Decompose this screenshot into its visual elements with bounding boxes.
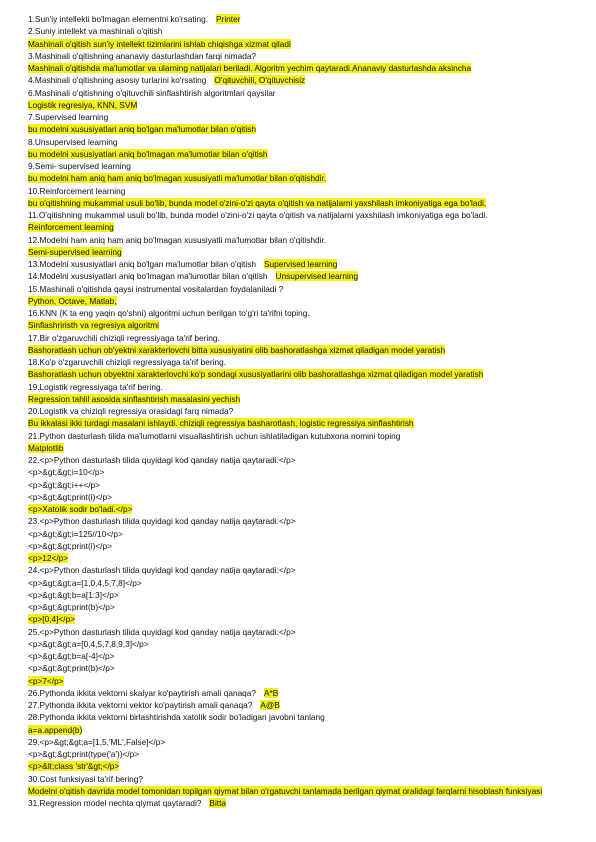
answer-line (28, 172, 576, 184)
question-line (28, 564, 576, 576)
line-text: <p>&gt;&gt;i=10</p> (28, 467, 105, 478)
question-line (28, 13, 576, 25)
question-line (28, 209, 576, 221)
line-text: 26.Pythonda ikkita vektorni skalyar ko'paytirish amali qanaqa? (28, 687, 257, 698)
answer-text: a=a.append(b) (28, 724, 83, 735)
line-text: 6.Mashinali o'qitishning o'qituvchili sinflashtirish algoritmlari qaysilar (28, 87, 276, 98)
line-text: 21.Python dasturlash tilida ma'lumotlarni visuallashtirish uchun ishlatiladigan kutubxona nomini toping (28, 430, 401, 441)
answer-line (28, 785, 576, 797)
question-line (28, 50, 576, 62)
answer-text: bu o'qitishning mukammal usuli bo'lib, bunda model o'zini-o'zi qayta o'qitish va natijalarni yaxshilash imkoniyatiga ega bo'ladi. (28, 197, 487, 208)
question-line (28, 687, 576, 699)
answer-text: Mashinali o'qitishda ma'lumotlar va ularning natijalari beriladi. Algoritm yechim qaytaradi.Ananaviy dasturlashda aksincha (28, 63, 472, 73)
answer-text: Python, Octave, Matlab, (28, 295, 117, 306)
question-line (28, 111, 576, 123)
answer-text: <p>&lt;class 'str'&gt;</p> (28, 761, 120, 772)
question-line (28, 491, 576, 503)
line-text: 4.Mashinali o'qitishning asosiy turlarini ko'rsating (28, 75, 207, 86)
inline-answer: A*B (264, 687, 279, 698)
inline-answer: Printer (216, 14, 241, 24)
answer-text: Semi-supervised learning (28, 246, 122, 257)
line-text: 15.Mashinali o'qitishda qaysi instrumental vositalardan foydalaniladi ? (28, 283, 284, 294)
answer-text: <p>7</p> (28, 675, 64, 686)
answer-line (28, 99, 576, 111)
answer-text: Modelni o'qitish davrida model tomonidan topilgan qiymat bilan o'rgatuvchi tanlamada berilgan qiymat oralidagi farqlarni hisoblash funksiyasi (28, 785, 543, 796)
question-line (28, 87, 576, 99)
line-text: 3.Mashinali o'qitishning ananaviy dasturlashdan farqi nimada? (28, 50, 257, 61)
line-text: 2.Suniy intellekt va mashinali o'qitish (28, 26, 163, 37)
question-line (28, 540, 576, 552)
answer-text: bu modelni ham aniq ham aniq bo'lmagan xususiyatli ma'lumotlar bilan o'qitishdir. (28, 173, 327, 184)
question-line (28, 699, 576, 711)
answer-line (28, 344, 576, 356)
question-line (28, 748, 576, 760)
line-text: <p>&gt;&gt;b=a[-4]</p> (28, 651, 115, 661)
line-text: 17.Bir o'zgaruvchili chiziqli regressiyaga ta'rif bering. (28, 332, 220, 343)
answer-text: Regression tahlil asosida sinflashtirish masalasini yechish (28, 393, 241, 404)
answer-line (28, 319, 576, 331)
line-text: 1.Sun'iy intellekti bo'lmagan elementni ko'rsating. (28, 14, 209, 24)
question-line (28, 25, 576, 37)
answer-line (28, 148, 576, 160)
answer-line (28, 197, 576, 209)
answer-line (28, 295, 576, 307)
inline-answer: Unsupervised learning (275, 271, 359, 282)
question-line (28, 258, 576, 270)
question-line (28, 479, 576, 491)
line-text: 29.<p>&gt;&gt;a=[1,5,'ML',False]</p> (28, 736, 166, 747)
answer-text: bu modelni xususiyatlari aniq bo'lmagan ma'lumotlar bilan o'qitish (28, 148, 268, 159)
question-line (28, 650, 576, 662)
line-text: 12.Modelni ham aniq ham aniq bo'lmagan xususiyatli ma'lumotlar bilan o'qitishdir. (28, 234, 327, 245)
answer-text: <p>12</p> (28, 553, 69, 563)
line-text: 24.<p>Python dasturlash tilida quyidagi kod qanday natija qaytaradi:</p> (28, 565, 296, 576)
answer-line (28, 613, 576, 625)
line-text: 19.Logistik regressiyaga ta'rif bering. (28, 381, 163, 392)
question-line (28, 515, 576, 527)
answer-text: <p>Xatolik sodir bo'ladi.</p> (28, 504, 133, 514)
line-text: <p>&gt;&gt;print(b)</p> (28, 602, 115, 612)
line-text: 13.Modelni xususiyatlari aniq bo'lgan ma'lumotlar bilan o'qitish (28, 259, 256, 269)
line-text: 9.Semi- supervised learning (28, 161, 131, 171)
answer-line (28, 724, 576, 736)
question-line (28, 662, 576, 674)
line-text: 8.Unsupervised learning (28, 136, 118, 147)
answer-text: Reinforcement learning (28, 222, 114, 233)
line-text: 10.Reinforcement learning (28, 185, 126, 196)
answer-line (28, 675, 576, 687)
answer-line (28, 417, 576, 429)
answer-text: Bashoratlash uchun obyektni xarakterlovchi ko'p sondagi xususiyatlarini olib bashoratlashga xizmat qiladigan model yaratish (28, 369, 484, 380)
answer-text: Mashinali o'qitish sun'iy intellekt tizimlarini ishlab chiqishga xizmat qiladi (28, 38, 291, 49)
answer-line (28, 552, 576, 564)
question-line (28, 160, 576, 172)
answer-line (28, 38, 576, 50)
question-line (28, 381, 576, 393)
question-line (28, 601, 576, 613)
question-line (28, 405, 576, 417)
line-text: <p>&gt;&gt;a=[0,4,5,7,8,9,3]</p> (28, 638, 149, 649)
line-text: 25.<p>Python dasturlash tilida quyidagi kod qanday natija qaytaradi:</p> (28, 626, 296, 637)
line-text: 20.Logistik va chiziqli regressiya orasidagi farq nimada? (28, 406, 234, 416)
question-line (28, 356, 576, 368)
answer-text: Sinflashriristh va regresiya algoritmi (28, 320, 159, 331)
question-line (28, 332, 576, 344)
line-text: 22.<p>Python dasturlash tilida quyidagi kod qanday natija qaytaradi:</p> (28, 455, 296, 465)
question-line (28, 430, 576, 442)
line-text: <p>&gt;&gt;print(b)</p> (28, 663, 115, 674)
answer-line (28, 503, 576, 515)
line-text: <p>&gt;&gt;print(i)</p> (28, 540, 112, 551)
question-line (28, 136, 576, 148)
question-line (28, 270, 576, 282)
line-text: 27.Pythonda ikkita vektorni vektor ko'paytirish amali qanaqa? (28, 700, 253, 710)
answer-text: <p>[0,4]</p> (28, 614, 76, 625)
question-line (28, 185, 576, 197)
line-text: <p>&gt;&gt;print(type('a'))</p> (28, 749, 140, 759)
line-text: <p>&gt;&gt;i++</p> (28, 479, 100, 490)
question-line (28, 234, 576, 246)
question-line (28, 589, 576, 601)
line-text: 11.O'qitishning mukammal usuli bo'lib, bunda model o'zini-o'zi qayta o'qitish va natijalarni yaxshilash imkoniyatiga ega bo'ladi. (28, 210, 488, 220)
document-body (28, 13, 576, 809)
answer-line (28, 760, 576, 772)
inline-answer: A@B (260, 700, 280, 710)
question-line (28, 454, 576, 466)
line-text: 18.Ko'p o'zgaruvchili chiziqli regressiyaga ta'rif bering. (28, 357, 226, 367)
answer-line (28, 393, 576, 405)
line-text: <p>&gt;&gt;i=125//10</p> (28, 528, 123, 539)
inline-answer: Supervised learning (263, 259, 338, 269)
line-text: <p>&gt;&gt;a=[1,0,4,5,7,8]</p> (28, 577, 142, 588)
answer-text: Bu ikkalasi ikki turdagi masalani ishlaydi. chiziqli regressiya basharotlash, logistic regressiya sinflashtirish (28, 418, 414, 429)
answer-line (28, 368, 576, 380)
answer-text: bu modelni xususiyatlari aniq bo'lgan ma'lumotlar bilan o'qitish (28, 124, 256, 135)
line-text: 7.Supervised learning (28, 112, 109, 122)
answer-text: Bashoratlash uchun ob'yektni xarakterlovchi bitta xususiyatini olib bashoratlashga xizmat qiladigan model yaratish (28, 344, 446, 355)
question-line (28, 283, 576, 295)
question-line (28, 307, 576, 319)
line-text: 14.Modelni xususiyatlari aniq bo'lmagan ma'lumotlar bilan o'qitish (28, 271, 268, 282)
line-text: 23.<p>Python dasturlash tilida quyidagi kod qanday natija qaytaradi:</p> (28, 516, 296, 527)
question-line (28, 577, 576, 589)
line-text: 16.KNN (K ta eng yaqin qo'shni) algoritmi uchun berilgan to'g'ri ta'rifni toping. (28, 308, 310, 318)
answer-text: Logistik regresiya, KNN, SVM (28, 99, 138, 110)
line-text: 30.Cost funksiyasi ta'rif bering? (28, 773, 144, 784)
question-line (28, 797, 576, 809)
question-line (28, 74, 576, 86)
line-text: 31.Regression model nechta qiymat qaytaradi? (28, 798, 202, 808)
inline-answer: Bitta (209, 798, 227, 808)
answer-text: Matplotlib (28, 442, 64, 453)
answer-line (28, 442, 576, 454)
question-line (28, 528, 576, 540)
question-line (28, 466, 576, 478)
question-line (28, 626, 576, 638)
line-text: <p>&gt;&gt;print(i)</p> (28, 491, 112, 502)
question-line (28, 773, 576, 785)
answer-line (28, 246, 576, 258)
answer-line (28, 62, 576, 74)
line-text: <p>&gt;&gt;b=a[1:3]</p> (28, 589, 119, 600)
question-line (28, 638, 576, 650)
question-line (28, 711, 576, 723)
question-line (28, 736, 576, 748)
answer-line (28, 221, 576, 233)
answer-line (28, 123, 576, 135)
inline-answer: O'qituvchili, O'qituvchisiz (214, 75, 306, 86)
line-text: 28.Pythonda ikkita vektorni birlashtirishda xatolik sodir bo'ladigan javobni tanlang (28, 712, 325, 723)
